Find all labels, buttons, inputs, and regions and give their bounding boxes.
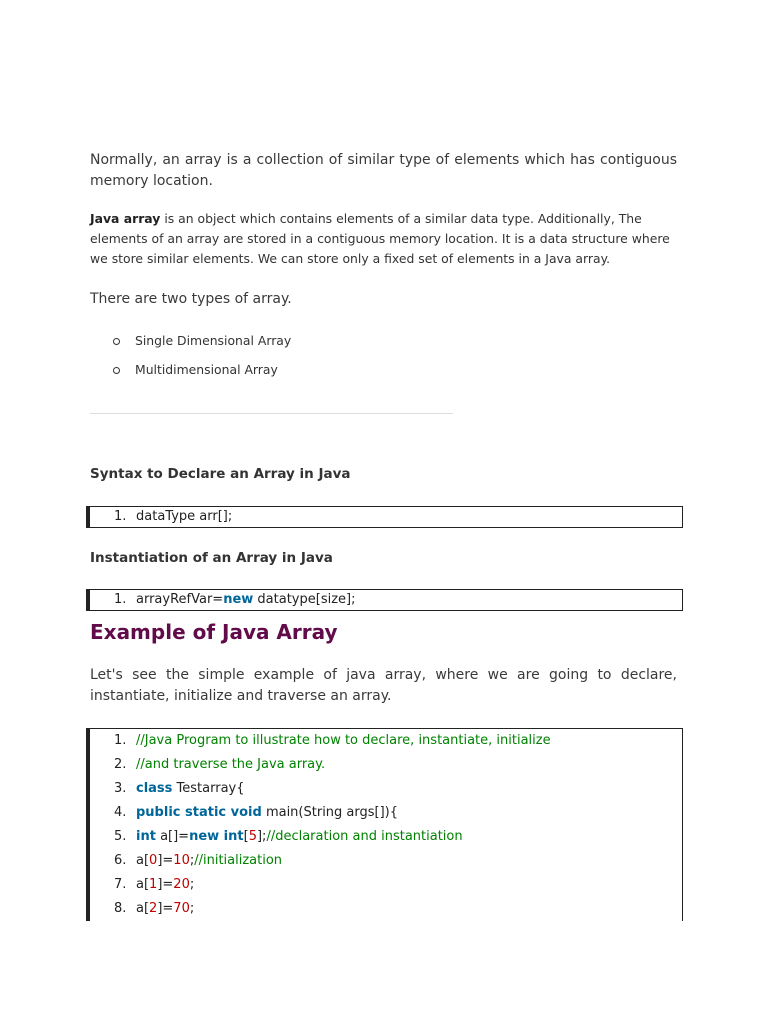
code-keyword: public static void	[136, 805, 262, 820]
list-item	[110, 360, 291, 389]
code-text: ]=	[157, 901, 174, 916]
code-text: ;	[189, 877, 195, 892]
java-array-description: is an object which contains elements of a similar data type. Additionally, The elements of an array are stored in a contiguous memory location. It is a data structure where we store similar elements. We can store only a fixed set of elements in a Java array.	[90, 211, 670, 266]
code-text: ;	[189, 853, 195, 868]
line-number: 1.	[114, 509, 127, 524]
code-comment: //and traverse the Java array.	[136, 757, 326, 772]
code-comment: //declaration and instantiation	[266, 829, 463, 844]
instantiation-code-block	[86, 589, 683, 611]
array-types-list	[110, 331, 291, 389]
code-line	[90, 507, 682, 527]
code-text: [	[243, 829, 249, 844]
code-line	[90, 825, 682, 849]
code-text: Testarray{	[172, 781, 245, 796]
line-number: 8.	[114, 901, 127, 916]
code-number: 10	[173, 853, 190, 868]
code-text: main(String args[]){	[261, 805, 399, 820]
code-number: 20	[173, 877, 190, 892]
list-item-label: Single Dimensional Array	[135, 333, 292, 348]
code-text: ]=	[157, 853, 174, 868]
circle-bullet-icon	[113, 367, 120, 374]
code-keyword: class	[136, 781, 173, 796]
code-line	[90, 729, 682, 753]
list-item	[110, 331, 291, 360]
code-keyword: new	[223, 592, 254, 607]
line-number: 3.	[114, 781, 127, 796]
line-number: 1.	[114, 592, 127, 607]
code-line	[90, 753, 682, 777]
code-line	[90, 897, 682, 921]
code-text: datatype[size];	[253, 592, 356, 607]
code-line	[90, 590, 682, 610]
code-number: 2	[149, 901, 158, 916]
line-number: 6.	[114, 853, 127, 868]
code-number: 1	[149, 877, 158, 892]
code-text: ];	[256, 829, 267, 844]
syntax-code-block	[86, 506, 683, 528]
java-array-term: Java array	[90, 211, 161, 226]
code-line	[90, 873, 682, 897]
line-number: 7.	[114, 877, 127, 892]
example-code-block	[86, 728, 683, 921]
code-text: a[	[136, 877, 150, 892]
code-text: a[	[136, 853, 150, 868]
code-text: a[]=	[155, 829, 190, 844]
code-line	[90, 777, 682, 801]
types-intro: There are two types of array.	[90, 291, 292, 307]
example-heading: Example of Java Array	[90, 620, 338, 644]
line-number: 4.	[114, 805, 127, 820]
code-number: 0	[149, 853, 158, 868]
line-number: 1.	[114, 733, 127, 748]
code-text: ]=	[157, 877, 174, 892]
line-number: 5.	[114, 829, 127, 844]
example-paragraph: Let's see the simple example of java array, where we are going to declare, instantiate, initialize and traverse an array.	[90, 667, 677, 704]
code-text: arrayRefVar=	[136, 592, 224, 607]
code-number: 5	[248, 829, 257, 844]
code-text: ;	[189, 901, 195, 916]
divider	[90, 413, 453, 414]
code-keyword: new int	[189, 829, 244, 844]
java-array-paragraph	[90, 209, 680, 269]
code-line	[90, 801, 682, 825]
code-comment: //initialization	[194, 853, 283, 868]
line-number: 2.	[114, 757, 127, 772]
intro-paragraph: Normally, an array is a collection of similar type of elements which has contiguous memory location.	[90, 152, 677, 189]
code-line	[90, 849, 682, 873]
circle-bullet-icon	[113, 338, 120, 345]
instantiation-heading: Instantiation of an Array in Java	[90, 550, 333, 566]
code-number: 70	[173, 901, 190, 916]
code-text: a[	[136, 901, 150, 916]
syntax-heading: Syntax to Declare an Array in Java	[90, 466, 351, 482]
code-text: dataType arr[];	[136, 509, 233, 524]
list-item-label: Multidimensional Array	[135, 362, 278, 377]
code-keyword: int	[136, 829, 156, 844]
code-comment: //Java Program to illustrate how to declare, instantiate, initialize	[136, 733, 551, 748]
